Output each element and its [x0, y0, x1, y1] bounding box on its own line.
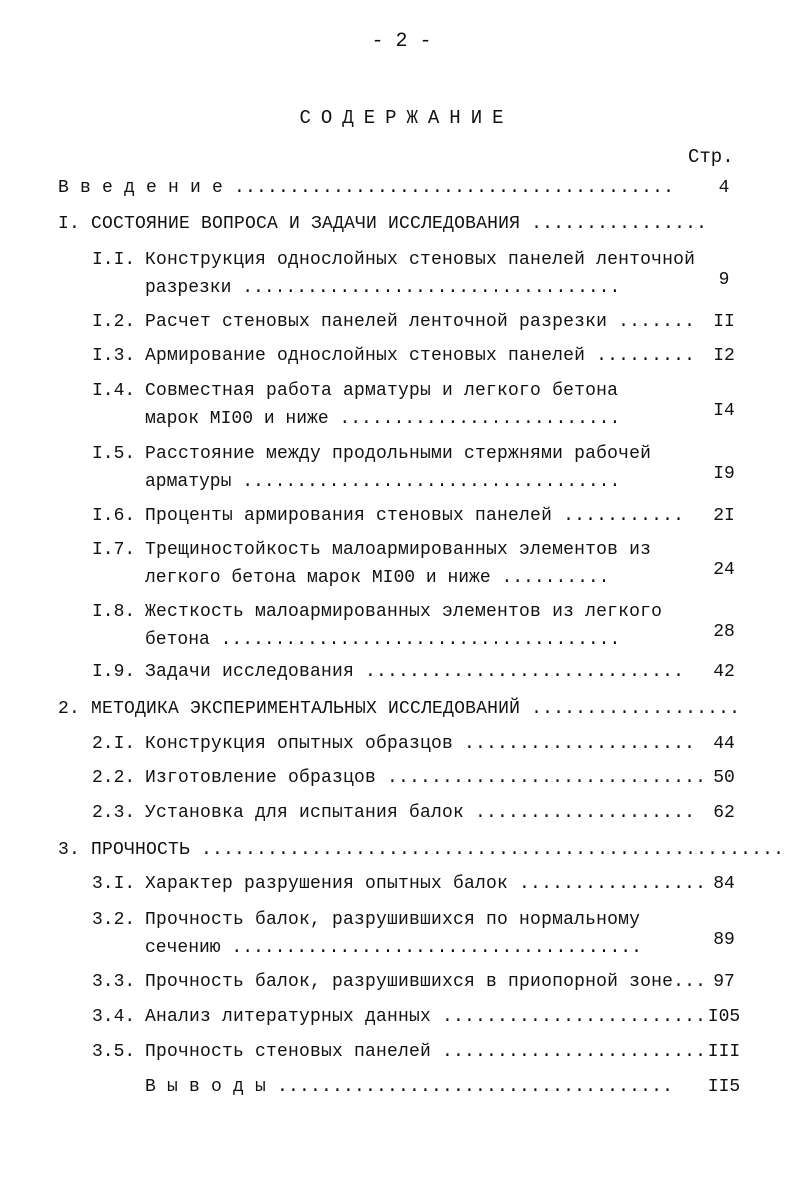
toc-entry-number: 3.3.	[92, 972, 136, 992]
toc-entry-page: 28	[713, 622, 735, 642]
toc-entry-number: I.I.	[92, 250, 136, 270]
toc-entry-number: 3.4.	[92, 1007, 136, 1027]
toc-entry-number: I.9.	[92, 662, 136, 682]
toc-entry-page: I4	[713, 401, 735, 421]
toc-entry-page: II	[713, 312, 735, 332]
toc-entry-title: Расчет стеновых панелей ленточной разрезки .......	[145, 312, 696, 332]
toc-entry-page: 42	[713, 662, 735, 682]
toc-entry-page: 44	[713, 734, 735, 754]
page-column-header: Стр.	[688, 146, 734, 168]
toc-entry-title: Прочность стеновых панелей ........................	[145, 1042, 707, 1062]
toc-entry-page: 62	[713, 803, 735, 823]
toc-entry-title: Армирование однослойных стеновых панелей .........	[145, 346, 696, 366]
toc-entry-number: I.5.	[92, 444, 136, 464]
toc-entry-title: Установка для испытания балок ....................	[145, 803, 696, 823]
toc-entry-title: В ы в о д ы ....................................	[145, 1077, 674, 1097]
toc-entry-title: Прочность балок, разрушившихся по нормальному	[145, 910, 641, 930]
toc-entry-title: 3. ПРОЧНОСТЬ .....................................................	[58, 840, 785, 860]
toc-entry-page: I05	[707, 1007, 741, 1027]
toc-entry-page: 24	[713, 560, 735, 580]
toc-entry-title: Изготовление образцов .............................	[145, 768, 707, 788]
toc-entry-title-continued: разрезки ...................................	[145, 278, 621, 298]
toc-entry-title: Расстояние между продольными стержнями рабочей	[145, 444, 652, 464]
toc-entry-number: 2.I.	[92, 734, 136, 754]
toc-entry-title: Трещиностойкость малоармированных элементов из	[145, 540, 652, 560]
toc-entry-title-continued: сечению ......................................	[145, 938, 642, 958]
toc-entry-title: Задачи исследования .............................	[145, 662, 685, 682]
toc-entry-page: 2I	[713, 506, 735, 526]
toc-entry-title: Конструкция однослойных стеновых панелей ленточной	[145, 250, 696, 270]
toc-entry-title: Конструкция опытных образцов .....................	[145, 734, 696, 754]
toc-entry-title-continued: легкого бетона марок MI00 и ниже ..........	[145, 568, 610, 588]
toc-entry-title: I. СОСТОЯНИЕ ВОПРОСА И ЗАДАЧИ ИССЛЕДОВАНИЯ ................	[58, 214, 708, 234]
toc-entry-number: I.2.	[92, 312, 136, 332]
toc-entry-title: Проценты армирования стеновых панелей ...........	[145, 506, 685, 526]
toc-entry-title: Характер разрушения опытных балок .................	[145, 874, 707, 894]
toc-entry-title: Совместная работа арматуры и легкого бетона	[145, 381, 619, 401]
toc-entry-title: В в е д е н и е ........................................	[58, 178, 675, 198]
toc-entry-number: I.6.	[92, 506, 136, 526]
toc-entry-number: 2.2.	[92, 768, 136, 788]
toc-entry-title: Жесткость малоармированных элементов из легкого	[145, 602, 663, 622]
toc-entry-title-continued: арматуры ...................................	[145, 472, 621, 492]
toc-entry-page: 9	[718, 270, 730, 290]
toc-entry-page: 97	[713, 972, 735, 992]
toc-entry-title: Прочность балок, разрушившихся в приопорной зоне...	[145, 972, 707, 992]
page-number: - 2 -	[371, 30, 432, 53]
toc-entry-page: I2	[713, 346, 735, 366]
toc-title: СОДЕРЖАНИЕ	[299, 107, 514, 129]
toc-entry-title: Анализ литературных данных ........................	[145, 1007, 707, 1027]
toc-entry-number: 2.3.	[92, 803, 136, 823]
toc-entry-page: 89	[713, 930, 735, 950]
toc-entry-number: I.4.	[92, 381, 136, 401]
toc-entry-number: 3.I.	[92, 874, 136, 894]
toc-entry-page: II5	[707, 1077, 741, 1097]
toc-entry-title: 2. МЕТОДИКА ЭКСПЕРИМЕНТАЛЬНЫХ ИССЛЕДОВАНИЙ ...................	[58, 699, 741, 719]
toc-entry-number: 3.5.	[92, 1042, 136, 1062]
toc-entry-page: III	[707, 1042, 741, 1062]
toc-entry-title-continued: марок MI00 и ниже ..........................	[145, 409, 621, 429]
toc-entry-page: 84	[713, 874, 735, 894]
toc-entry-number: I.7.	[92, 540, 136, 560]
toc-entry-number: I.3.	[92, 346, 136, 366]
toc-entry-page: 4	[718, 178, 730, 198]
toc-entry-page: I9	[713, 464, 735, 484]
toc-entry-number: 3.2.	[92, 910, 136, 930]
toc-entry-number: I.8.	[92, 602, 136, 622]
toc-entry-title-continued: бетона .....................................	[145, 630, 621, 650]
toc-entry-page: 50	[713, 768, 735, 788]
